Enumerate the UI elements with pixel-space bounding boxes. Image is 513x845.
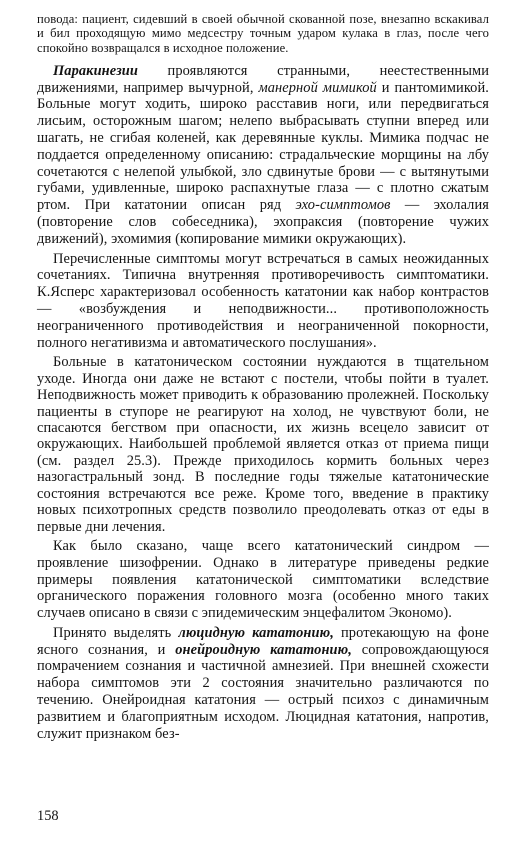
page-number: 158 <box>37 808 59 824</box>
term-oneiroid-catatonia: онейроидную кататонию, <box>175 641 352 658</box>
term-lucid-catatonia: люцидную кататонию, <box>178 624 334 641</box>
paragraph-text: — эхолалия (повторение слов собеседника), эхопраксия (повторение чужих движений), эхомимия (копирование мимики окружающих). <box>37 197 489 247</box>
paragraph-care: Больные в кататоническом состоянии нуждаются в тщательном уходе. Иногда они даже не встают с постели, чтобы пойти в туалет. Неподвижность может приводить к образованию пролежней. Поскольку пациенты в ступоре не реагируют на холод, не чувствуют боли, не спасаются бегством при опасности, их жизнь всецело зависит от окружающих. Наибольшей проблемой является отказ от приема пищи (см. раздел 25.3). Прежде приходилось кормить больных через назогастральный зонд. В последние годы тяжелые кататонические состояния встречаются все реже. Кроме того, введение в практику новых психотропных средств позволило преодолевать отказ от еды в первые дни лечения. <box>37 354 489 535</box>
term-echo-symptoms: эхо-симптомов <box>295 197 391 214</box>
term-parakinesia: Паракинезии <box>53 62 138 79</box>
paragraph-etiology: Как было сказано, чаще всего кататонический синдром — проявление шизофрении. Однако в литературе приведены редкие примеры появления кататонической симптоматики вследствие органического поражения головного мозга (особенно много таких случаев описано в связи с эпидемическим энцефалитом Экономо). <box>37 537 489 622</box>
paragraph-text: сопровождающуюся помрачением сознания и частичной амнезией. При внешней схожести набора симптомов эти 2 состояния значительно различаются по течению. Онейроидная кататония — острый психоз с динамичным развитием и благоприятным исходом. Люцидная кататония, напротив, служит признаком без- <box>37 641 489 742</box>
paragraph-forms <box>37 625 489 743</box>
paragraph-parakinesia <box>37 63 489 248</box>
paragraph-text: проявляются странными, неестественными движениями, например вычурной, <box>37 62 489 96</box>
paragraph-text: протекающую на фоне ясного сознания, и <box>37 624 490 658</box>
paragraph-text: Принято выделять <box>53 624 179 641</box>
body-text <box>37 12 489 745</box>
paragraph-contrasts: Перечисленные симптомы могут встречаться в самых неожиданных сочетаниях. Типична внутренняя противоречивость симптоматики. К.Ясперс характеризовал особенность кататонии как набор контрастов — «возбуждения и неподвижности... противоположность неограниченного противодействия и неограниченной покорности, полного негативизма и автоматического послушания». <box>37 250 489 351</box>
paragraph-text: и пантомимикой. Больные могут ходить, широко расставив ноги, или передвигаться лисьим, осторожным шагом; нелепо выбрасывать ступни вперед или шагать, не сгибая коленей, как деревянные куклы. Мимика подчас не поддается определенному описанию: страдальческие морщины на лбу сочетаются с нелепой улыбкой, зло сдвинутые брови — с вытянутыми губами, удивленные, широко распахнутые глаза — с плотно сжатым ртом. При кататонии описан ряд <box>37 79 489 214</box>
paragraph-intro: повода: пациент, сидевший в своей обычной скованной позе, внезапно вскакивал и бил проходящую мимо медсестру точным ударом кулака в глаз, после чего спокойно возвращался в исходное положение. <box>37 12 489 55</box>
term-mannered-mimicry: манерной мимикой <box>258 79 377 96</box>
